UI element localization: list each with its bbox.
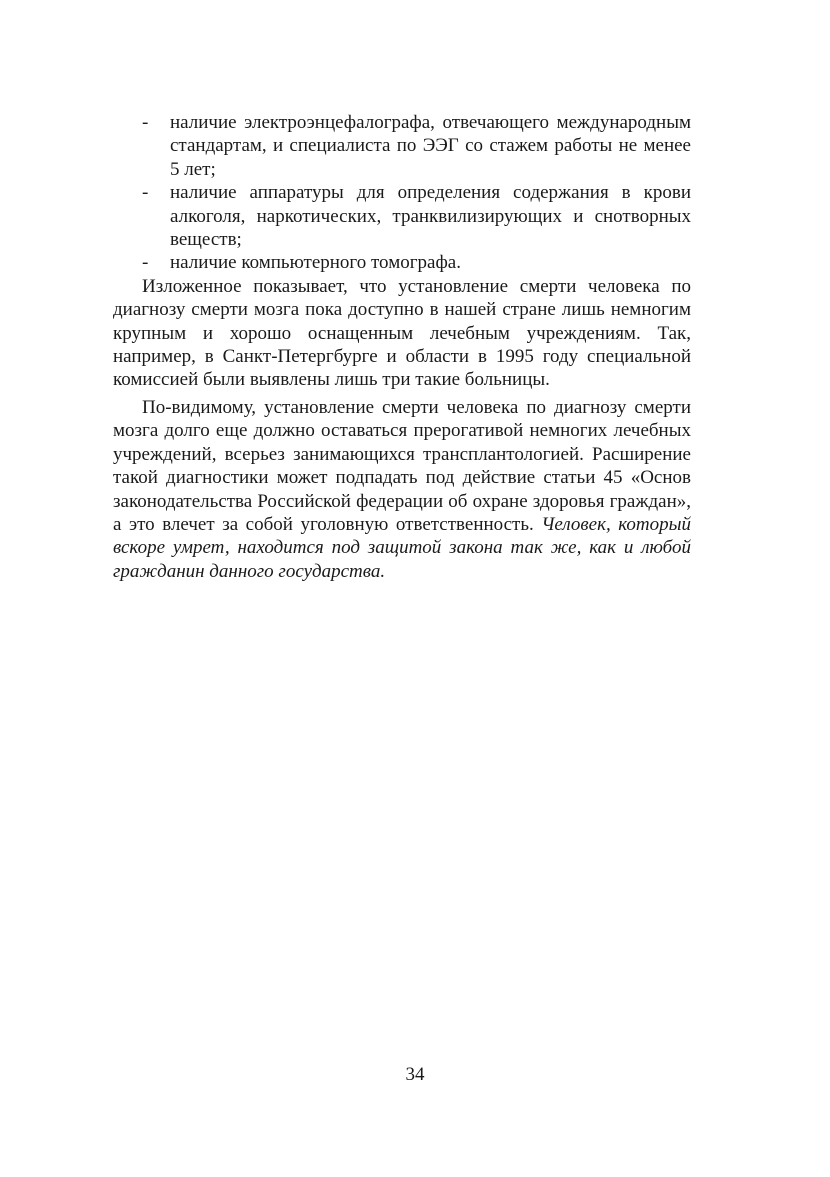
page-number: 34	[405, 1064, 425, 1085]
list-item-text: наличие аппаратуры для определения содержания в крови алкоголя, наркотических, транквилизирующих и снотворных веществ;	[170, 182, 691, 251]
paragraph-prerogative-italic: Человек, который вскоре умрет, находится под защитой закона так же, как и любой гражданин данного государства.	[113, 513, 692, 582]
list-item	[113, 111, 691, 181]
requirements-list	[113, 111, 691, 275]
paragraph-prerogative-text: По-видимому, установление смерти человека по диагнозу смерти мозга долго еще должно оставаться прерогативой немногих лечебных учреждений, всерьез занимающихся трансплантологией. Расширение такой диагностики может подпадать под действие статьи 45 «Основ законодательства Российской федерации об охране здоровья граждан», а это влечет за собой уголовную ответственность.	[113, 396, 691, 535]
list-dash: -	[142, 252, 149, 274]
list-item	[113, 181, 691, 251]
paragraph-conclusion: Изложенное показывает, что установление смерти человека по диагнозу смерти мозга пока доступно в нашей стране лишь немногим крупным и хорошо оснащенным лечебным учреждениям. Так, например, в Санкт-Петергбурге и области в 1995 году специальной комиссией были выявлены лишь три такие больницы.	[113, 275, 691, 391]
list-item	[113, 251, 691, 274]
page-content	[113, 111, 691, 583]
list-item-text: наличие компьютерного томографа.	[170, 252, 461, 274]
list-dash: -	[142, 112, 149, 133]
list-item-text: наличие электроэнцефалографа, отвечающего международным стандартам, и специалиста по ЭЭГ со стажем работы не менее 5 лет;	[170, 112, 691, 180]
paragraph-prerogative	[113, 396, 691, 583]
list-dash: -	[142, 182, 149, 204]
